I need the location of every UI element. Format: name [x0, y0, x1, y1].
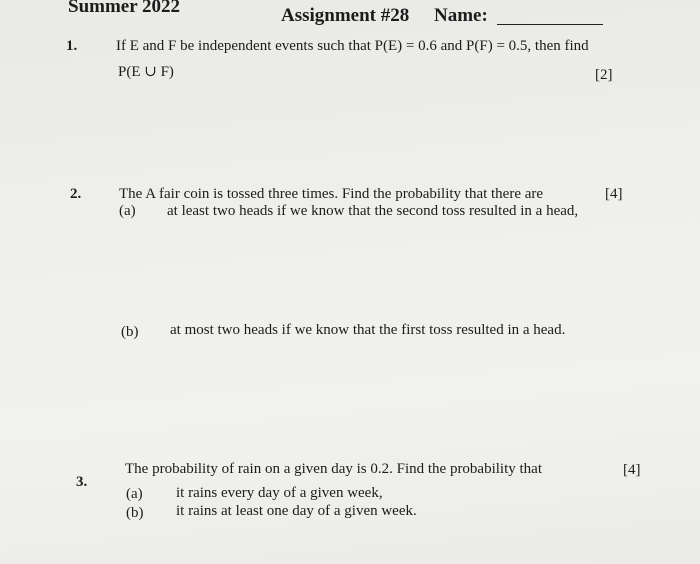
- question-2a-label: (a): [119, 203, 136, 219]
- question-3-number: 3.: [76, 474, 88, 490]
- question-1-number: 1.: [66, 38, 78, 54]
- question-1-text: If E and F be independent events such that P(E) = 0.6 and P(F) = 0.5, then find: [116, 38, 589, 54]
- question-2-stem: The A fair coin is tossed three times. Find the probability that there are: [119, 186, 544, 202]
- question-3b-label: (b): [126, 505, 144, 521]
- name-blank-line: [497, 24, 603, 25]
- term-title: Summer 2022: [68, 0, 181, 17]
- question-3-marks: [4]: [623, 462, 641, 478]
- question-2a-text: at least two heads if we know that the second toss resulted in a head,: [167, 203, 579, 219]
- question-1-formula: P(E ∪ F): [118, 64, 174, 80]
- question-2b-text: at most two heads if we know that the first toss resulted in a head.: [170, 322, 566, 338]
- question-3a-text: it rains every day of a given week,: [176, 485, 383, 501]
- assignment-title: Assignment #28: [281, 5, 410, 26]
- name-label: Name:: [434, 5, 488, 26]
- question-2-marks: [4]: [605, 186, 623, 202]
- question-3-stem: The probability of rain on a given day is 0.2. Find the probability that: [125, 461, 543, 477]
- question-1-marks: [2]: [595, 67, 613, 83]
- question-3a-label: (a): [126, 486, 143, 502]
- question-3b-text: it rains at least one day of a given week.: [176, 503, 417, 519]
- question-2b-label: (b): [121, 324, 139, 340]
- question-2-number: 2.: [70, 186, 82, 202]
